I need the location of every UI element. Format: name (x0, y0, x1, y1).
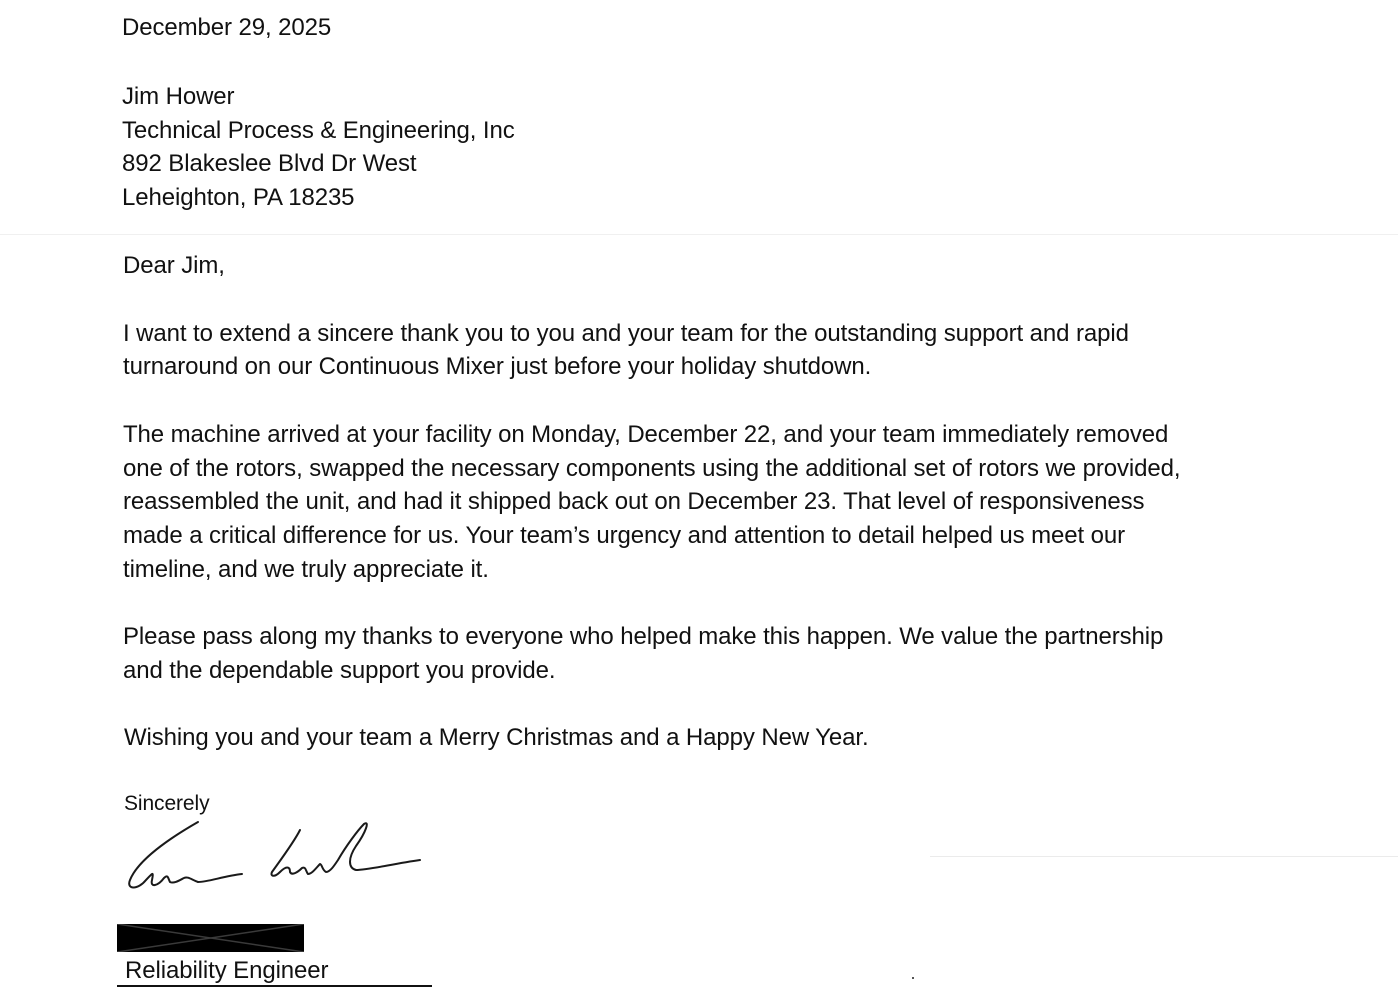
paragraph-3-line: Please pass along my thanks to everyone who helped make this happen. We value the partnership (123, 623, 1164, 650)
scan-artifact-line (0, 234, 1398, 235)
scan-artifact-line (930, 856, 1398, 857)
salutation: Dear Jim, (123, 252, 225, 279)
paragraph-2-line: one of the rotors, swapped the necessary components using the additional set of rotors we provided, (123, 455, 1181, 482)
recipient-street: 892 Blakeslee Blvd Dr West (122, 150, 417, 177)
redacted-name-block (117, 924, 304, 952)
scan-speck (912, 977, 914, 979)
letter-date: December 29, 2025 (122, 14, 332, 41)
recipient-name: Jim Hower (122, 83, 235, 110)
paragraph-1-line: turnaround on our Continuous Mixer just before your holiday shutdown. (123, 353, 872, 380)
paragraph-3-line: and the dependable support you provide. (123, 657, 556, 684)
signature-underline (117, 985, 432, 987)
recipient-company: Technical Process & Engineering, Inc (122, 117, 515, 144)
paragraph-2-line: timeline, and we truly appreciate it. (123, 556, 489, 583)
paragraph-4-line: Wishing you and your team a Merry Christmas and a Happy New Year. (124, 724, 869, 751)
paragraph-2-line: The machine arrived at your facility on Monday, December 22, and your team immediately removed (123, 421, 1169, 448)
signer-title: Reliability Engineer (125, 957, 329, 984)
handwritten-signature (124, 818, 434, 898)
paragraph-2-line: made a critical difference for us. Your team’s urgency and attention to detail helped us meet our (123, 522, 1126, 549)
paragraph-1-line: I want to extend a sincere thank you to you and your team for the outstanding support and rapid (123, 320, 1129, 347)
recipient-city-state-zip: Leheighton, PA 18235 (122, 184, 355, 211)
paragraph-2-line: reassembled the unit, and had it shipped back out on December 23. That level of responsiveness (123, 488, 1145, 515)
closing: Sincerely (124, 792, 210, 815)
